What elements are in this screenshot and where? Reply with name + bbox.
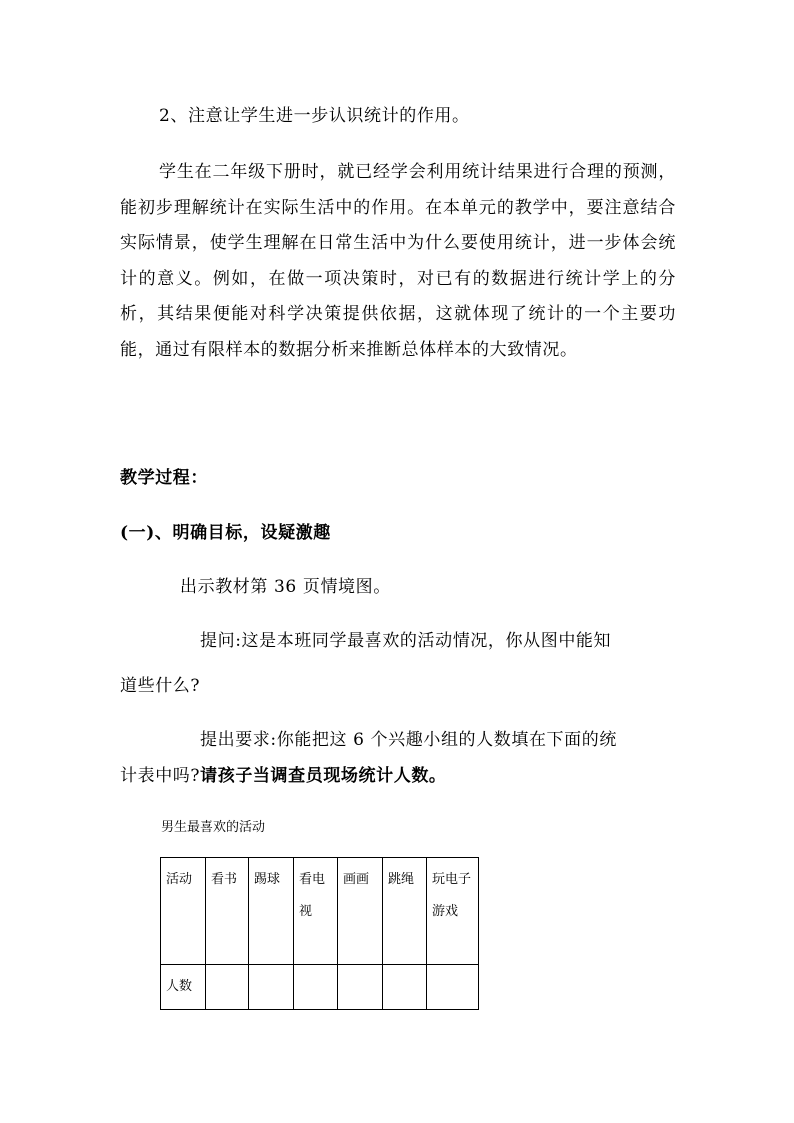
requirement-normal-text: 计表中吗?: [120, 766, 201, 786]
activity-statistics-table: [160, 857, 479, 1010]
requirement-bold-text: 请孩子当调查员现场统计人数。: [200, 766, 447, 786]
show-textbook-text: 出示教材第 36 页情境图。: [180, 577, 391, 597]
table-count-row: [161, 965, 479, 1010]
count-cell-rope-skipping: [383, 965, 427, 1010]
question-line-2: 道些什么?: [120, 676, 201, 696]
header-cell-drawing: 画画: [338, 858, 383, 965]
table-header-row: [161, 858, 479, 965]
row-label-count: 人数: [161, 965, 206, 1010]
statistics-role-paragraph: 学生在二年级下册时，就已经学会利用统计结果进行合理的预测，能初步理解统计在实际生活中的作用。在本单元的教学中，要注意结合实际情景，使学生理解在日常生活中为什么要使用统计，进一步体会统计的意义。例如，在做一项决策时，对已有的数据进行统计学上的分析，其结果便能对科学决策提供依据，这就体现了统计的一个主要功能，通过有限样本的数据分析来推断总体样本的大致情况。: [120, 162, 676, 360]
table-caption: 男生最喜欢的活动: [161, 820, 266, 835]
requirement-line-2: [120, 766, 447, 786]
count-cell-reading: [206, 965, 249, 1010]
count-cell-video-games: [427, 965, 479, 1010]
section-heading: 教学过程：: [120, 468, 208, 488]
requirement-line-1: 提出要求:你能把这 6 个兴趣小组的人数填在下面的统: [200, 730, 617, 750]
header-cell-activity: 活动: [161, 858, 206, 965]
point-2-heading: 2、注意让学生进一步认识统计的作用。: [159, 106, 470, 126]
header-cell-football: 踢球: [249, 858, 294, 965]
count-cell-drawing: [338, 965, 383, 1010]
question-line-1: 提问:这是本班同学最喜欢的活动情况，你从图中能知: [200, 631, 612, 651]
header-cell-video-games: 玩电子游戏: [427, 858, 479, 965]
subsection-heading: (一)、明确目标，设疑激趣: [120, 523, 331, 543]
count-cell-tv: [294, 965, 338, 1010]
header-cell-tv: 看电视: [294, 858, 338, 965]
header-cell-rope-skipping: 跳绳: [383, 858, 427, 965]
count-cell-football: [249, 965, 294, 1010]
header-cell-reading: 看书: [206, 858, 249, 965]
